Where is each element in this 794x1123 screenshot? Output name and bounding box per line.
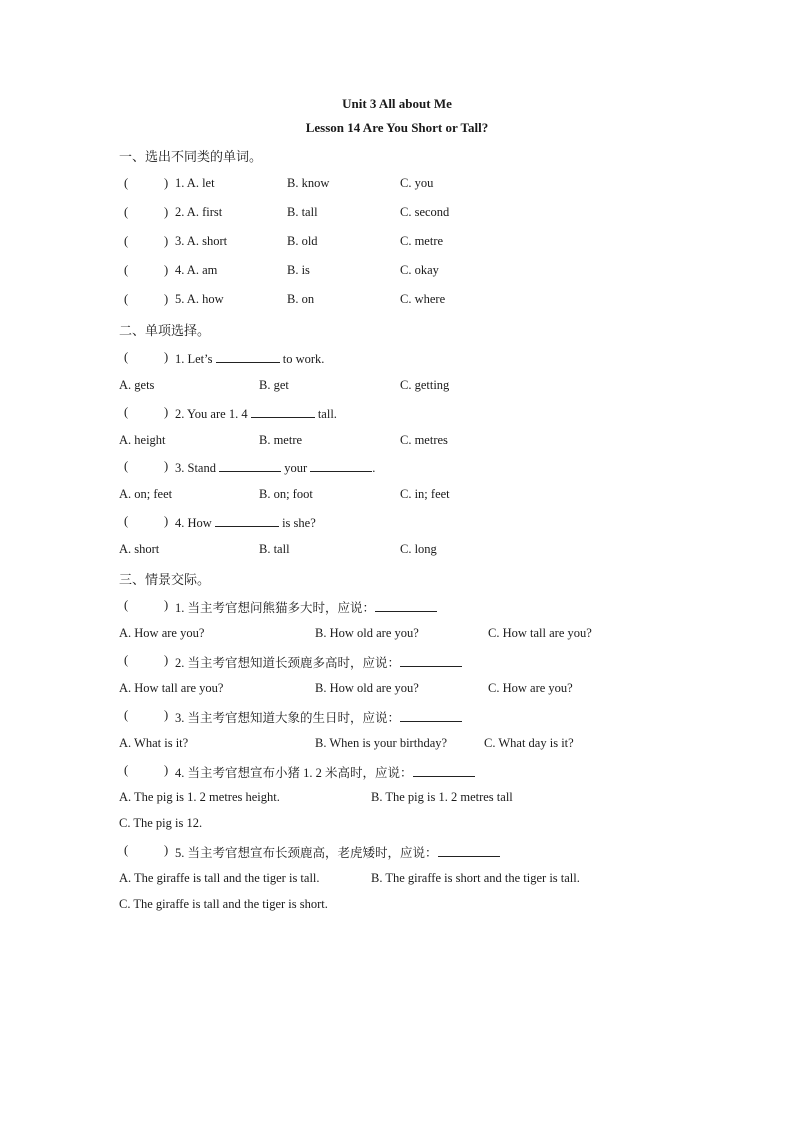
answer-blank [413,764,475,777]
answer-blank [400,709,462,722]
s2-item-4-options: A. short B. tall C. long [119,542,437,556]
s3-item-2-question: ( ) 2. 当主考官想知道长颈鹿多高时，应说： [0,653,794,673]
section-1-heading: 一、选出不同类的单词。 [119,149,263,164]
s2-item-1-question: ( ) 1. Let’s to work. [124,350,325,366]
answer-blank [375,599,437,612]
s1-item-3: ( ) 3. A. short B. old C. metre [124,234,444,248]
s3-item-5-options-row2: C. The giraffe is tall and the tiger is short. [119,897,328,911]
s3-item-4-options-row2: C. The pig is 12. [119,816,203,830]
answer-blank [400,654,462,667]
answer-blank [438,844,500,857]
s2-item-3-question: ( ) 3. Stand your . [124,459,376,475]
s3-item-1-question: ( ) 1. 当主考官想问熊猫多大时，应说： [0,598,794,618]
s1-item-1: ( ) 1. A. let B. know C. you [124,176,434,190]
s2-item-2-question: ( ) 2. You are 1. 4 tall. [124,405,337,421]
s1-item-5: ( ) 5. A. how B. on C. where [124,292,446,306]
s3-item-5-options-row1: A. The giraffe is tall and the tiger is tall. B. The giraffe is short and the tiger is tall. [119,871,580,885]
s3-item-1-options: A. How are you? B. How old are you? C. How tall are you? [119,626,592,640]
answer-blank [310,459,372,472]
s2-item-1-options: A. gets B. get C. getting [119,378,450,392]
s3-item-5-question: ( ) 5. 当主考官想宣布长颈鹿高，老虎矮时，应说： [0,843,794,863]
unit-title: Unit 3 All about Me [342,96,452,111]
s2-item-2-options: A. height B. metre C. metres [119,433,448,447]
answer-blank [216,350,280,363]
answer-blank [251,405,315,418]
s3-item-4-options-row1: A. The pig is 1. 2 metres height. B. The pig is 1. 2 metres tall [119,790,513,804]
s3-item-3-question: ( ) 3. 当主考官想知道大象的生日时，应说： [0,708,794,728]
s2-item-4-question: ( ) 4. How is she? [124,514,316,530]
answer-blank [219,459,281,472]
s1-item-4: ( ) 4. A. am B. is C. okay [124,263,439,277]
s2-item-3-options: A. on; feet B. on; foot C. in; feet [119,487,450,501]
answer-blank [215,514,279,527]
s3-item-2-options: A. How tall are you? B. How old are you? C. How are you? [119,681,573,695]
s3-item-4-question: ( ) 4. 当主考官想宣布小猪 1. 2 米高时，应说： [0,763,794,783]
s1-item-2: ( ) 2. A. first B. tall C. second [124,205,450,219]
lesson-title: Lesson 14 Are You Short or Tall? [305,120,489,135]
s3-item-3-options: A. What is it? B. When is your birthday? C. What day is it? [119,736,574,750]
section-3-heading: 三、情景交际。 [119,572,211,587]
section-2-heading: 二、单项选择。 [119,323,211,338]
